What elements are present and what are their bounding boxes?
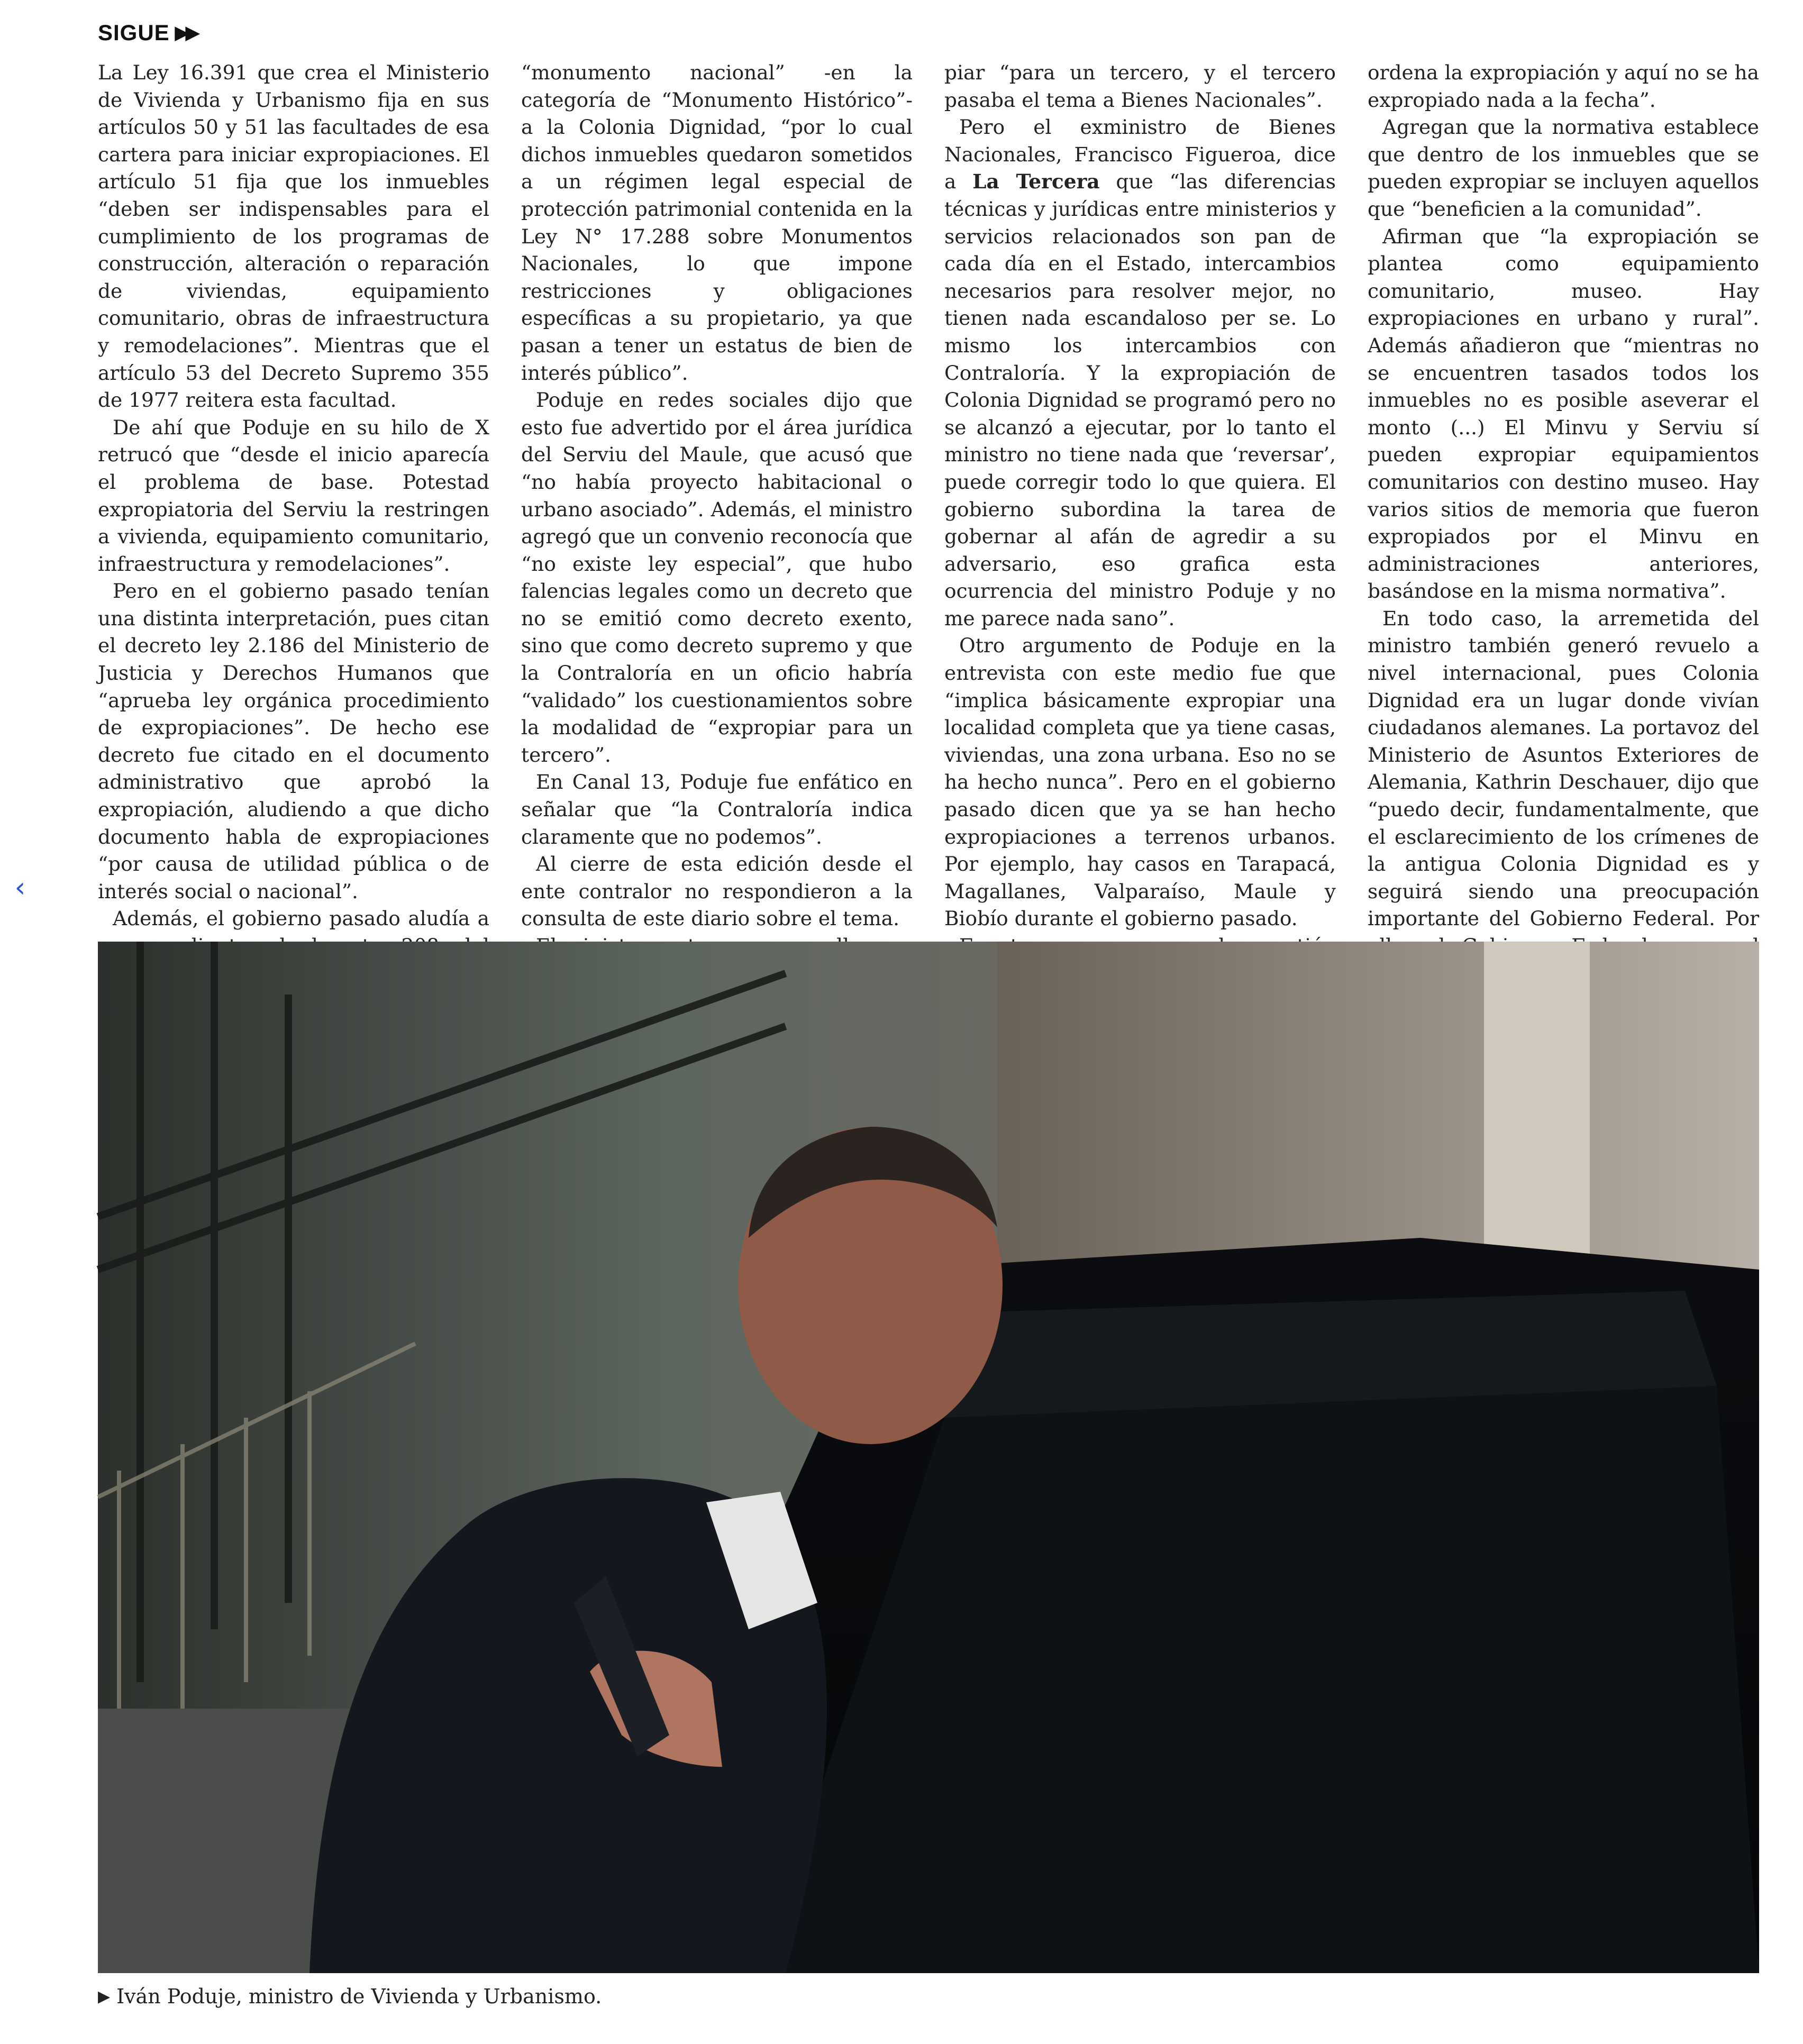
paragraph-text: Pero el exministro de Bienes Nacionales, Francisco Figueroa, dice a <box>944 115 1336 194</box>
photo-caption <box>98 1985 602 2008</box>
paragraph: Al cierre de esta edición desde el ente contralor no respondieron a la consulta de este diario sobre el tema. <box>521 852 913 930</box>
paragraph <box>944 114 1336 632</box>
paragraph-text: que “las diferencias técnicas y jurídicas entre ministerios y servicios relacionados son pan de cada día en el Estado, intercambios necesarios para resolver mejor, no tienen nada escandaloso per se. Lo mismo los intercambios con Contraloría. Y la expropiación de Colonia Dignidad se programó pero no se alcanzó a ejecutar, por lo tanto el ministro no tiene nada que ‘reversar’, puede corregir todo lo que quiera. El gobierno subordina la tarea de gobernar al afán de agredir a su adversario, eso grafica esta ocurrencia del ministro Poduje y no me parece nada sano”. <box>944 170 1336 630</box>
photo-illustration <box>98 942 1759 1973</box>
caption-marker-icon: ▶ <box>98 1987 111 2006</box>
paragraph: De ahí que Poduje en su hilo de X retrucó que “desde el inicio aparecía el problema de base. Potestad expropiatoria del Serviu la restringen a vivienda, equipamiento comunitario, infraestructura y remodelaciones”. <box>98 415 489 576</box>
paragraph: En Canal 13, Poduje fue enfático en señalar que “la Contraloría indica claramente que no podemos”. <box>521 770 913 848</box>
section-continues-label <box>98 20 196 45</box>
paragraph: Pero en el gobierno pasado tenían una distinta interpretación, pues citan el decreto ley 2.186 del Ministerio de Justicia y Derechos Humanos que “aprueba ley orgánica procedimiento de expropiaciones”. De hecho ese decreto fue citado en el documento administrativo que aprobó la expropiación, aludiendo a que dicho documento habla de expropiaciones “por causa de utilidad pública o de interés social o nacional”. <box>98 579 489 903</box>
paragraph: La Ley 16.391 que crea el Ministerio de Vivienda y Urbanismo fija en sus artículos 50 y 51 las facultades de esa cartera para iniciar expropiaciones. El artículo 51 fija que los inmuebles “deben ser indispensables para el cumplimiento de los programas de construcción, alteración o reparación de viviendas, equipamiento comunitario, obras de infraestructura y remodelaciones”. Mientras que el artículo 53 del Decreto Supremo 355 de 1977 reitera esta facultad. <box>98 61 489 412</box>
paragraph: ordena la expropiación y aquí no se ha expropiado nada a la fecha”. <box>1368 61 1759 112</box>
paragraph: Agregan que la normativa establece que dentro de los inmuebles que se pueden expropiar se incluyen aquellos que “beneficien a la comunidad”. <box>1368 115 1759 221</box>
paragraph: Afirman que “la expropiación se plantea como equipamiento comunitario, museo. Hay expropiaciones en urbano y rural”. Además añadieron que “mientras no se encuentren tasados todos los inmuebles no es posible aseverar el monto (...) El Minvu y Serviu sí pueden expropiar equipamientos comunitarios con destino museo. Hay varios sitios de memoria que fueron expropiados por el Minvu en administraciones anteriores, basándose en la misma normativa”. <box>1368 224 1759 603</box>
article-column-4 <box>1368 59 1759 1042</box>
article-photo <box>98 942 1759 1973</box>
double-arrow-icon: ▶▶ <box>175 23 196 43</box>
paragraph: Además, el gobierno pasado aludía a <box>113 907 489 930</box>
paragraph: “monumento nacional” -en la categoría de “Monumento Histórico”- a la Colonia Dignidad, “por lo cual dichos inmuebles quedaron sometidos a un régimen legal especial de protección patrimonial contenida en la Ley N° 17.288 sobre Monumentos Nacionales, lo que impone restricciones y obligaciones específicas a su propietario, ya que pasan a tener un estatus de bien de interés público”. <box>521 61 913 385</box>
article-body <box>98 59 1759 930</box>
sigue-text: SIGUE <box>98 20 170 45</box>
article-column-1 <box>98 59 489 1042</box>
newspaper-name: La Tercera <box>972 170 1100 194</box>
paragraph: Otro argumento de Poduje en la entrevista con este medio fue que “implica básicamente expropiar una localidad completa que ya tiene casas, viviendas, una zona urbana. Eso no se ha hecho nunca”. Pero en el gobierno pasado dicen que ya se han hecho expropiaciones a terrenos urbanos. Por ejemplo, hay casos en Tarapacá, Magallanes, Valparaíso, Maule y Biobío durante el gobierno pasado. <box>944 634 1336 930</box>
article-column-3 <box>944 59 1336 1042</box>
caption-text: Iván Poduje, ministro de Vivienda y Urbanismo. <box>116 1985 602 2008</box>
previous-page-button[interactable]: ‹ <box>14 872 26 904</box>
paragraph: Poduje en redes sociales dijo que esto fue advertido por el área jurídica del Serviu del Maule, que acusó que “no había proyecto habitacional o urbano asociado”. Además, el ministro agregó que un convenio reconocía que “no existe ley especial”, que hubo falencias legales como un decreto que no se emitió como decreto exento, sino que como decreto supremo y que la Contraloría en un oficio habría “validado” los cuestionamientos sobre la modalidad de “expropiar para un tercero”. <box>521 388 913 766</box>
paragraph: piar “para un tercero, y el tercero pasaba el tema a Bienes Nacionales”. <box>944 61 1336 112</box>
article-column-2 <box>521 59 913 1042</box>
paragraph-text: En todo caso, la arremetida del ministro también generó revuelo a nivel internacional, pues Colonia Dignidad era un lugar donde vivían ciudadanos alemanes. La portavoz del Ministerio de Asuntos Exteriores de Alemania, Kathrin Deschauer, dijo que “puedo decir, fundamentalmente, que el esclarecimiento de los crímenes de la antigua Colonia Dignidad es y seguirá siendo una preocupación importante del Gobierno Federal. Por <box>1368 606 1759 930</box>
